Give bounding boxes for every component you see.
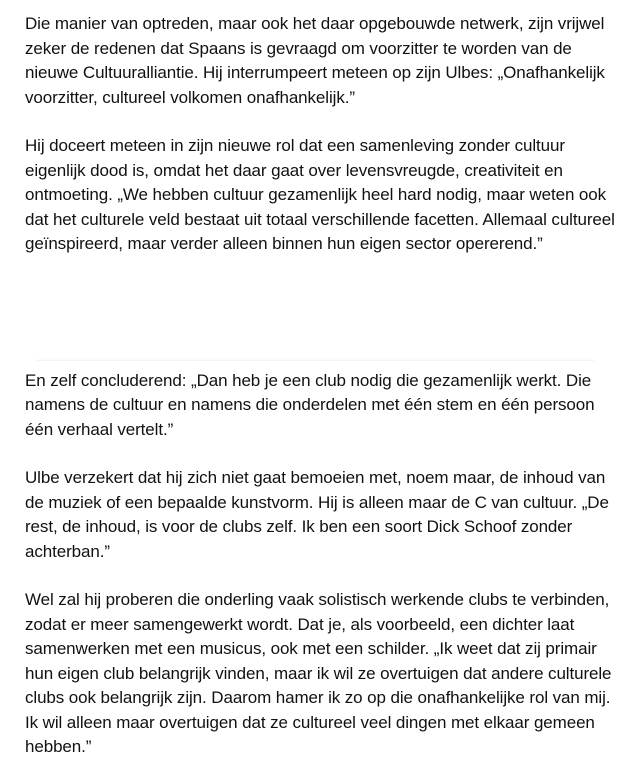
ad-slot-divider: [35, 359, 595, 361]
article-paragraph: Wel zal hij proberen die onderling vaak solistisch werkende clubs te verbinden, zodat er meer samengewerkt wordt. Dat je, als voorbeeld, een dichter laat samenwerken met een musicus, ook met een schilder. „Ik weet dat zij primair hun eigen club belangrijk vinden, maar ik wil ze overtuigen dat andere culturele clubs ook belangrijk zijn. Daarom hamer ik zo op die onafhankelijke rol van mij. Ik wil alleen maar overtuigen dat ze cultureel veel dingen met elkaar gemeen hebben.”: [25, 590, 612, 756]
article-paragraph: Ulbe verzekert dat hij zich niet gaat bemoeien met, noem maar, de inhoud van de muziek of een bepaalde kunstvorm. Hij is alleen maar de C van cultuur. „De rest, de inhoud, is voor de clubs zelf. Ik ben een soort Dick Schoof zonder achterban.”: [25, 468, 609, 561]
article-body: [25, 12, 625, 760]
empty-ad-slot: [25, 257, 625, 369]
article-paragraph: Die manier van optreden, maar ook het daar opgebouwde netwerk, zijn vrijwel zeker de redenen dat Spaans is gevraagd om voorzitter te worden van de nieuwe Cultuuralliantie. Hij interrumpeert meteen op zijn Ulbes: „Onafhankelijk voorzitter, cultureel volkomen onafhankelijk.”: [25, 14, 605, 107]
article-paragraph: Hij doceert meteen in zijn nieuwe rol dat een samenleving zonder cultuur eigenlijk dood is, omdat het daar gaat over levensvreugde, creativiteit en ontmoeting. „We hebben cultuur gezamenlijk heel hard nodig, maar weten ook dat het culturele veld bestaat uit totaal verschillende facetten. Allemaal cultureel geïnspireerd, maar verder alleen binnen hun eigen sector opererend.”: [25, 136, 615, 253]
article-paragraph: En zelf concluderend: „Dan heb je een club nodig die gezamenlijk werkt. Die namens de cultuur en namens die onderdelen met één stem en één persoon één verhaal vertelt.”: [25, 370, 595, 439]
